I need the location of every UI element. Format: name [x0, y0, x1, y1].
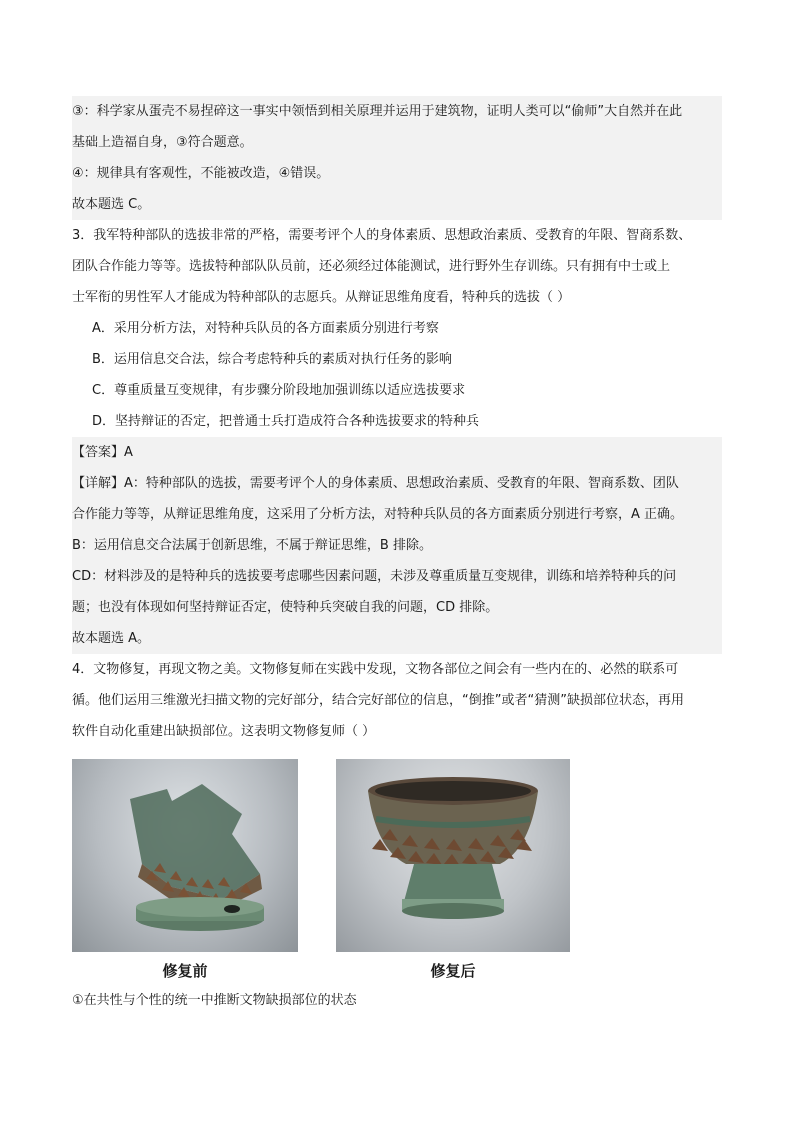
option-1: ①在共性与个性的统一中推断文物缺损部位的状态	[72, 993, 357, 1008]
explanation-line: ④：规律具有客观性，不能被改造，④错误。	[72, 158, 722, 189]
explanation-line: 合作能力等等，从辩证思维角度，这采用了分析方法，对特种兵队员的各方面素质分别进行考察，A 正确。	[72, 499, 722, 530]
question-stem-line: 4．文物修复，再现文物之美。文物修复师在实践中发现，文物各部位之间会有一些内在的、必然的联系可	[72, 662, 679, 677]
figure-before	[72, 759, 298, 981]
explanation-line: 基础上造福自身，③符合题意。	[72, 127, 722, 158]
question-stem-line: 软件自动化重建出缺损部位。这表明文物修复师（ ）	[72, 724, 376, 739]
explanation-line: 【详解】A：特种部队的选拔，需要考评个人的身体素质、思想政治素质、受教育的年限、智商系数、团队	[72, 468, 722, 499]
question-stem-line: 循。他们运用三维激光扫描文物的完好部分，结合完好部位的信息，“倒推”或者“猜测”缺损部位状态，再用	[72, 693, 684, 708]
document-page	[72, 96, 722, 1016]
caption-after: 修复后	[430, 962, 476, 980]
question-stem-line: 士军衔的男性军人才能成为特种部队的志愿兵。从辩证思维角度看，特种兵的选拔（ ）	[72, 290, 571, 305]
answer-line: 【答案】A	[72, 437, 722, 468]
option-a: A．采用分析方法，对特种兵队员的各方面素质分别进行考察	[92, 321, 439, 336]
broken-bronze-vessel-image	[72, 759, 298, 952]
top-explanation	[72, 96, 722, 220]
question-stem-line: 团队合作能力等等。选拔特种部队队员前，还必须经过体能测试，进行野外生存训练。只有拥有中士或上	[72, 259, 671, 274]
conclusion-line: 故本题选 C。	[72, 189, 722, 220]
caption-before: 修复前	[162, 962, 208, 980]
question-4	[72, 654, 722, 1016]
figure-row	[72, 759, 722, 985]
question-3	[72, 220, 722, 654]
explanation-line: ③：科学家从蛋壳不易捏碎这一事实中领悟到相关原理并运用于建筑物，证明人类可以“偷师”大自然并在此	[72, 96, 722, 127]
option-c: C．尊重质量互变规律，有步骤分阶段地加强训练以适应选拔要求	[92, 383, 466, 398]
question-stem-line: 3．我军特种部队的选拔非常的严格，需要考评个人的身体素质、思想政治素质、受教育的年限、智商系数、	[72, 228, 692, 243]
option-d: D．坚持辩证的否定，把普通士兵打造成符合各种选拔要求的特种兵	[92, 414, 480, 429]
restored-bronze-vessel-image	[336, 759, 570, 952]
option-b: B．运用信息交合法，综合考虑特种兵的素质对执行任务的影响	[92, 352, 452, 367]
figure-after	[336, 759, 570, 981]
explanation-line: B：运用信息交合法属于创新思维，不属于辩证思维，B 排除。	[72, 530, 722, 561]
explanation-line: 题；也没有体现如何坚持辩证否定，使特种兵突破自我的问题，CD 排除。	[72, 592, 722, 623]
conclusion-line: 故本题选 A。	[72, 623, 722, 654]
explanation-line: CD：材料涉及的是特种兵的选拔要考虑哪些因素问题，未涉及尊重质量互变规律，训练和培养特种兵的问	[72, 561, 722, 592]
